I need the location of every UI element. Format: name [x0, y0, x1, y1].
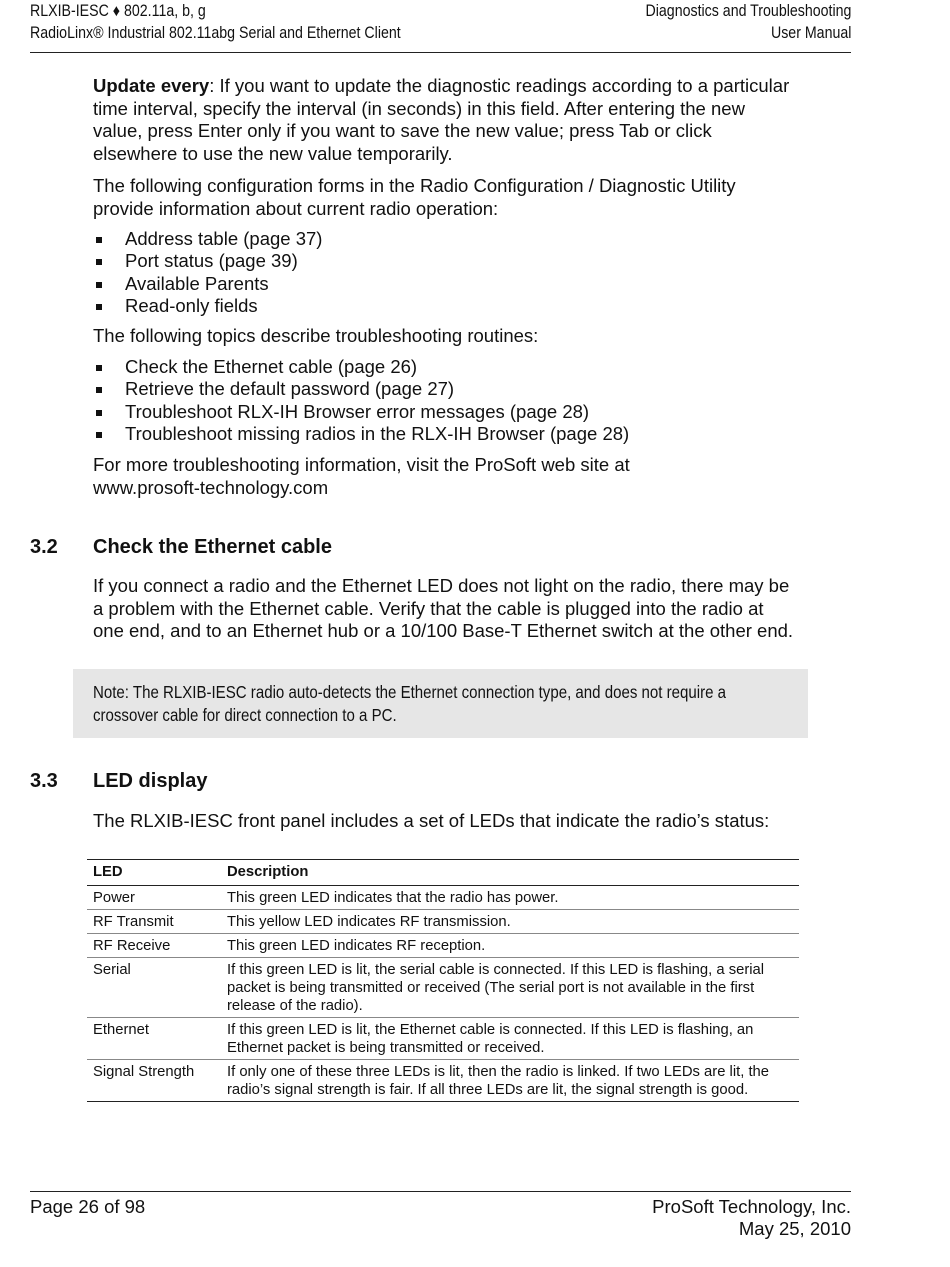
led-name: RF Receive: [87, 934, 221, 958]
update-every-paragraph: [93, 75, 793, 165]
footer-company: ProSoft Technology, Inc.: [652, 1196, 851, 1217]
column-header-led: LED: [87, 860, 221, 886]
led-name: RF Transmit: [87, 910, 221, 934]
list-item: Retrieve the default password (page 27): [93, 378, 629, 400]
section-3-3-title: LED display: [93, 770, 208, 792]
update-every-label: Update every: [93, 75, 210, 96]
note-text: Note: The RLXIB-IESC radio auto-detects the Ethernet connection type, and does not require a crossover cable for direct connection to a PC.: [93, 682, 727, 725]
header-right: [645, 0, 851, 44]
list-item: Check the Ethernet cable (page 26): [93, 356, 629, 378]
led-description: If this green LED is lit, the Ethernet cable is connected. If this LED is flashing, an Ethernet packet is being transmitted or received.: [221, 1018, 799, 1060]
led-name: Signal Strength: [87, 1060, 221, 1102]
note-box: [73, 669, 808, 738]
table-header-row: [87, 860, 799, 886]
page-header: [30, 0, 851, 53]
topics-intro: [93, 325, 793, 348]
topics-intro-text: The following topics describe troubleshooting routines:: [93, 325, 539, 346]
table-row: [87, 934, 799, 958]
led-name: Ethernet: [87, 1018, 221, 1060]
table-row: [87, 1060, 799, 1102]
header-chapter: Diagnostics and Troubleshooting: [645, 2, 851, 20]
section-3-2-number: 3.2: [30, 536, 58, 558]
column-header-description: Description: [221, 860, 799, 886]
list-item: Address table (page 37): [93, 228, 322, 250]
led-description: If only one of these three LEDs is lit, then the radio is linked. If two LEDs are lit, the radio’s signal strength is fair. If all three LEDs are lit, the signal strength is good.: [221, 1060, 799, 1102]
led-name: Power: [87, 886, 221, 910]
update-every-text: : If you want to update the diagnostic readings according to a particular time interval, specify the interval (in seconds) in this field. After entering the new value, press Enter only if you want to save the new value; press Tab or click elsewhere to use the new value temporarily.: [93, 75, 790, 164]
led-description: This yellow LED indicates RF transmission.: [221, 910, 799, 934]
list-item: Troubleshoot RLX-IH Browser error messages (page 28): [93, 401, 629, 423]
header-left: [30, 0, 401, 44]
led-description: If this green LED is lit, the serial cable is connected. If this LED is flashing, a serial packet is being transmitted or received (The serial port is not available in the first release of the radio).: [221, 958, 799, 1018]
header-product: RLXIB-IESC ♦ 802.11a, b, g: [30, 2, 206, 20]
section-3-3-paragraph: [93, 810, 773, 833]
footer-right: [652, 1196, 851, 1240]
list-item: Port status (page 39): [93, 250, 322, 272]
more-info-text: For more troubleshooting information, visit the ProSoft web site at: [93, 454, 630, 475]
section-3-2-paragraph: [93, 575, 798, 643]
led-name: Serial: [87, 958, 221, 1018]
list-item: Read-only fields: [93, 295, 322, 317]
table-row: [87, 886, 799, 910]
page-footer: [30, 1191, 851, 1239]
header-doc-type: User Manual: [770, 24, 851, 42]
section-3-3-number: 3.3: [30, 770, 58, 792]
section-3-3-text: The RLXIB-IESC front panel includes a set of LEDs that indicate the radio’s status:: [93, 810, 770, 831]
footer-date: May 25, 2010: [738, 1218, 851, 1239]
forms-list: [93, 228, 322, 317]
page-number: Page 26 of 98: [30, 1196, 146, 1217]
topics-list: [93, 356, 629, 445]
header-product-desc: RadioLinx® Industrial 802.11abg Serial and Ethernet Client: [30, 24, 401, 42]
more-info: [93, 454, 793, 499]
table-row: [87, 958, 799, 1018]
led-description: This green LED indicates that the radio has power.: [221, 886, 799, 910]
list-item: Available Parents: [93, 273, 322, 295]
led-table: [87, 859, 799, 1102]
section-3-2-text: If you connect a radio and the Ethernet LED does not light on the radio, there may be a problem with the Ethernet cable. Verify that the cable is plugged into the radio at one end, and to an Ethernet hub or a 10/100 Base-T Ethernet switch at the other end.: [93, 575, 794, 641]
led-description: This green LED indicates RF reception.: [221, 934, 799, 958]
prosoft-website-link[interactable]: www.prosoft-technology.com: [93, 476, 329, 498]
section-3-2-title: Check the Ethernet cable: [93, 536, 332, 558]
list-item: Troubleshoot missing radios in the RLX-IH Browser (page 28): [93, 423, 629, 445]
table-row: [87, 1018, 799, 1060]
table-row: [87, 910, 799, 934]
forms-intro-text: The following configuration forms in the Radio Configuration / Diagnostic Utility provide information about current radio operation:: [93, 175, 736, 219]
forms-intro: [93, 175, 793, 220]
